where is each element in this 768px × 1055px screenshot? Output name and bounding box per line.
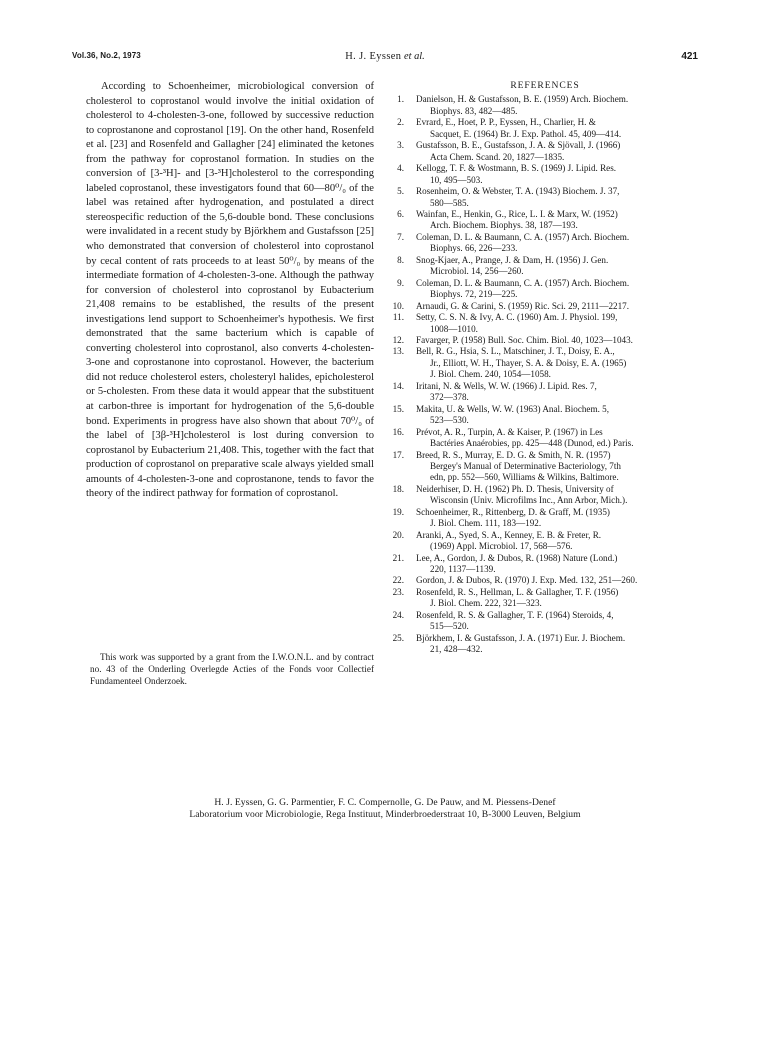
reference-text: Coleman, D. L. & Baumann, C. A. (1957) Arch. Biochem. <box>416 277 630 288</box>
reference-text: 580—585. <box>430 197 469 208</box>
reference-text: Evrard, E., Hoet, P. P., Eyssen, H., Charlier, H. & <box>416 117 596 128</box>
reference-text: Setty, C. S. N. & Ivy, A. C. (1960) Am. J. Physiol. 199, <box>416 312 618 323</box>
reference-text: 220, 1137—1139. <box>430 564 496 575</box>
reference-number: 17. <box>392 449 404 460</box>
reference-number: 15. <box>392 403 404 414</box>
reference-text: J. Biol. Chem. 111, 183—192. <box>430 518 542 529</box>
reference-text: Wainfan, E., Henkin, G., Rice, L. I. & Marx, W. (1952) <box>416 208 618 219</box>
reference-number: 1. <box>397 94 404 105</box>
author-affiliation: Laboratorium voor Microbiologie, Rega Instituut, Minderbroederstraat 10, B-3000 Leuven, Belgium <box>189 809 581 821</box>
reference-text: Björkhem, I. & Gustafsson, J. A. (1971) Eur. J. Biochem. <box>416 632 626 643</box>
reference-text: Prévot, A. R., Turpin, A. & Kaiser, P. (1967) in Les <box>416 426 603 437</box>
reference-text: Bell, R. G., Hsia, S. L., Matschiner, J. T., Doisy, E. A., <box>416 346 615 357</box>
reference-item <box>389 381 701 404</box>
reference-text: Neiderhiser, D. H. (1962) Ph. D. Thesis, University of <box>416 483 614 494</box>
running-head-authors <box>72 51 698 62</box>
reference-text: Kellogg, T. F. & Wostmann, B. S. (1969) J. Lipid. Res. <box>416 163 617 174</box>
reference-item <box>389 301 701 312</box>
reference-text: Biophys. 72, 219—225. <box>430 289 518 300</box>
reference-item <box>389 427 701 450</box>
author-names: H. J. Eyssen, G. G. Parmentier, F. C. Compernolle, G. De Pauw, and M. Piessens-Denef <box>214 797 556 808</box>
reference-text: 515—520. <box>430 621 469 632</box>
acknowledgement <box>90 652 374 688</box>
reference-text: Arch. Biochem. Biophys. 38, 187—193. <box>430 220 578 231</box>
reference-item <box>389 633 701 656</box>
reference-number: 18. <box>392 483 404 494</box>
reference-text: Sacquet, E. (1964) Br. J. Exp. Pathol. 45, 409—414. <box>430 128 622 139</box>
references-title: REFERENCES <box>510 80 580 91</box>
reference-text: Bergey's Manual of Determinative Bacteriology, 7th <box>430 460 621 471</box>
reference-item <box>389 278 701 301</box>
reference-number: 19. <box>392 506 404 517</box>
reference-item <box>389 186 701 209</box>
reference-text: Acta Chem. Scand. 20, 1827—1835. <box>430 151 565 162</box>
reference-text: edn, pp. 552—560, Williams & Wilkins, Baltimore. <box>430 472 619 483</box>
reference-item <box>389 553 701 576</box>
reference-text: Breed, R. S., Murray, E. D. G. & Smith, N. R. (1957) <box>416 449 611 460</box>
reference-number: 4. <box>397 163 404 174</box>
acknowledgement-text: This work was supported by a grant from the I.W.O.N.L. and by contract no. 43 of the Onderling Overlegde Acties of the Fonds voor Collectief Fundamenteel Onderzoek. <box>90 652 374 686</box>
reference-text: 21, 428—432. <box>430 644 483 655</box>
reference-item <box>389 530 701 553</box>
reference-text: Danielson, H. & Gustafsson, B. E. (1959) Arch. Biochem. <box>416 94 629 105</box>
reference-item <box>389 610 701 633</box>
reference-item <box>389 94 701 117</box>
reference-number: 25. <box>392 632 404 643</box>
reference-number: 24. <box>392 609 404 620</box>
reference-text: Biophys. 66, 226—233. <box>430 243 518 254</box>
reference-text: Microbiol. 14, 256—260. <box>430 266 524 277</box>
reference-text: Iritani, N. & Wells, W. W. (1966) J. Lipid. Res. 7, <box>416 380 597 391</box>
reference-text: Bactéries Anaérobies, pp. 425—448 (Dunod, ed.) Paris. <box>430 438 634 449</box>
reference-number: 3. <box>397 140 404 151</box>
reference-item <box>389 575 701 586</box>
running-head-author-name: H. J. Eyssen <box>345 51 402 62</box>
reference-text: Gordon, J. & Dubos, R. (1970) J. Exp. Med. 132, 251—260. <box>416 575 638 586</box>
reference-item <box>389 404 701 427</box>
reference-text: Rosenfeld, R. S., Hellman, L. & Gallagher, T. F. (1956) <box>416 586 619 597</box>
discussion-text <box>86 80 374 502</box>
reference-item <box>389 346 701 380</box>
running-head-etal: et al. <box>404 51 425 62</box>
reference-text: (1969) Appl. Microbiol. 17, 568—576. <box>430 541 573 552</box>
reference-item <box>389 209 701 232</box>
reference-number: 6. <box>397 208 404 219</box>
discussion-paragraph: According to Schoenheimer, microbiological conversion of cholesterol to coprostanol would involve the initial oxidation of cholesterol to 4-cholesten-3-one, followed by successive reduction to coprostanone and coprostanol [19]. On the other hand, Rosenfeld et al. [23] and Rosenfeld and Gallagher [24] eliminated the ketones from the pathway for coprostanol formation. In studies on the conversion of [3-³H]- and [3-³H]cholesterol to the corresponding labeled coprostanol, these investigators found that 60—80⁰/₀ of the label was retained after hydrogenation, and postulated a direct stereospecific reduction of the 5,6-double bond. These conclusions were invalidated in a recent study by Björkhem and Gustafsson [25] who demonstrated that conversion of cholesterol into coprostanol by cecal content of rats proceeds to at least 50⁰/₀ by means of the intermediate formation of 4-cholesten-3-one. Although the pathway for conversion of cholesterol into coprostanol by Eubacterium 21,408 remains to be established, the results of the present investigations lend support to Schoenheimer's hypothesis. We first demonstrated that the same bacterium which is capable of converting cholesterol into coprostanol, also converts 4-cholesten-3-one and coprostanone into coprostanol. However, the bacterium did not reduce cholesterol esters, cholesteryl halides, epicholesterol or 5-cholesten. From these data it would appear that the substituent at carbon-three is important for hydrogenation of the 5,6-double bond. Experiments in progress have also shown that about 70⁰/₀ of the label of [3β-³H]cholesterol is lost during conversion to coprostanol by Eubacterium 21,408. This, together with the fact that production of coprostanol on preparative scale always yielded small amounts of 4-cholesten-3-one and coprostanone, tends to favor the theory of the indirect pathway for formation of coprostanol. <box>86 81 375 500</box>
reference-item <box>389 232 701 255</box>
reference-item <box>389 117 701 140</box>
reference-text: Schoenheimer, R., Rittenberg, D. & Graff, M. (1935) <box>416 506 610 517</box>
reference-text: Jr., Elliott, W. H., Thayer, S. A. & Doisy, E. A. (1965) <box>430 357 627 368</box>
reference-number: 7. <box>397 231 404 242</box>
reference-number: 20. <box>392 529 404 540</box>
reference-text: Coleman, D. L. & Baumann, C. A. (1957) Arch. Biochem. <box>416 231 630 242</box>
reference-text: Lee, A., Gordon, J. & Dubos, R. (1968) Nature (Lond.) <box>416 552 618 563</box>
reference-number: 5. <box>397 186 404 197</box>
references-section <box>389 80 701 656</box>
reference-text: Snog-Kjaer, A., Prange, J. & Dam, H. (1956) J. Gen. <box>416 254 609 265</box>
reference-text: Makita, U. & Wells, W. W. (1963) Anal. Biochem. 5, <box>416 403 609 414</box>
reference-item <box>389 587 701 610</box>
reference-item <box>389 484 701 507</box>
reference-text: 372—378. <box>430 392 469 403</box>
reference-text: 10, 495—503. <box>430 174 483 185</box>
reference-item <box>389 255 701 278</box>
reference-text: 1008—1010. <box>430 323 478 334</box>
reference-number: 23. <box>392 586 404 597</box>
reference-item <box>389 335 701 346</box>
reference-item <box>389 507 701 530</box>
reference-text: Gustafsson, B. E., Gustafsson, J. A. & Sjövall, J. (1966) <box>416 140 621 151</box>
reference-number: 9. <box>397 277 404 288</box>
reference-text: Rosenheim, O. & Webster, T. A. (1943) Biochem. J. 37, <box>416 186 620 197</box>
reference-number: 16. <box>392 426 404 437</box>
page-number: 421 <box>681 51 698 62</box>
reference-number: 12. <box>392 334 404 345</box>
journal-volume: Vol.36, No.2, 1973 <box>72 51 141 60</box>
reference-number: 13. <box>392 346 404 357</box>
author-affiliation-block <box>60 797 710 821</box>
reference-item <box>389 312 701 335</box>
reference-number: 22. <box>392 575 404 586</box>
reference-text: Biophys. 83, 482—485. <box>430 105 518 116</box>
reference-text: 523—530. <box>430 415 469 426</box>
reference-number: 2. <box>397 117 404 128</box>
reference-number: 21. <box>392 552 404 563</box>
reference-number: 11. <box>392 312 404 323</box>
reference-text: J. Biol. Chem. 240, 1054—1058. <box>430 369 551 380</box>
reference-number: 8. <box>397 254 404 265</box>
reference-text: Aranki, A., Syed, S. A., Kenney, E. B. & Freter, R. <box>416 529 602 540</box>
reference-number: 14. <box>392 380 404 391</box>
reference-text: Wisconsin (Univ. Microfilms Inc., Ann Arbor, Mich.). <box>430 495 628 506</box>
reference-number: 10. <box>392 300 404 311</box>
reference-text: J. Biol. Chem. 222, 321—323. <box>430 598 542 609</box>
running-header <box>72 51 698 65</box>
reference-text: Arnaudi, G. & Carini, S. (1959) Ric. Sci. 29, 2111—2217. <box>416 300 629 311</box>
reference-text: Rosenfeld, R. S. & Gallagher, T. F. (1964) Steroids, 4, <box>416 609 614 620</box>
reference-item <box>389 450 701 484</box>
reference-item <box>389 140 701 163</box>
reference-text: Favarger, P. (1958) Bull. Soc. Chim. Biol. 40, 1023—1043. <box>416 334 633 345</box>
reference-list <box>389 94 701 655</box>
reference-item <box>389 163 701 186</box>
